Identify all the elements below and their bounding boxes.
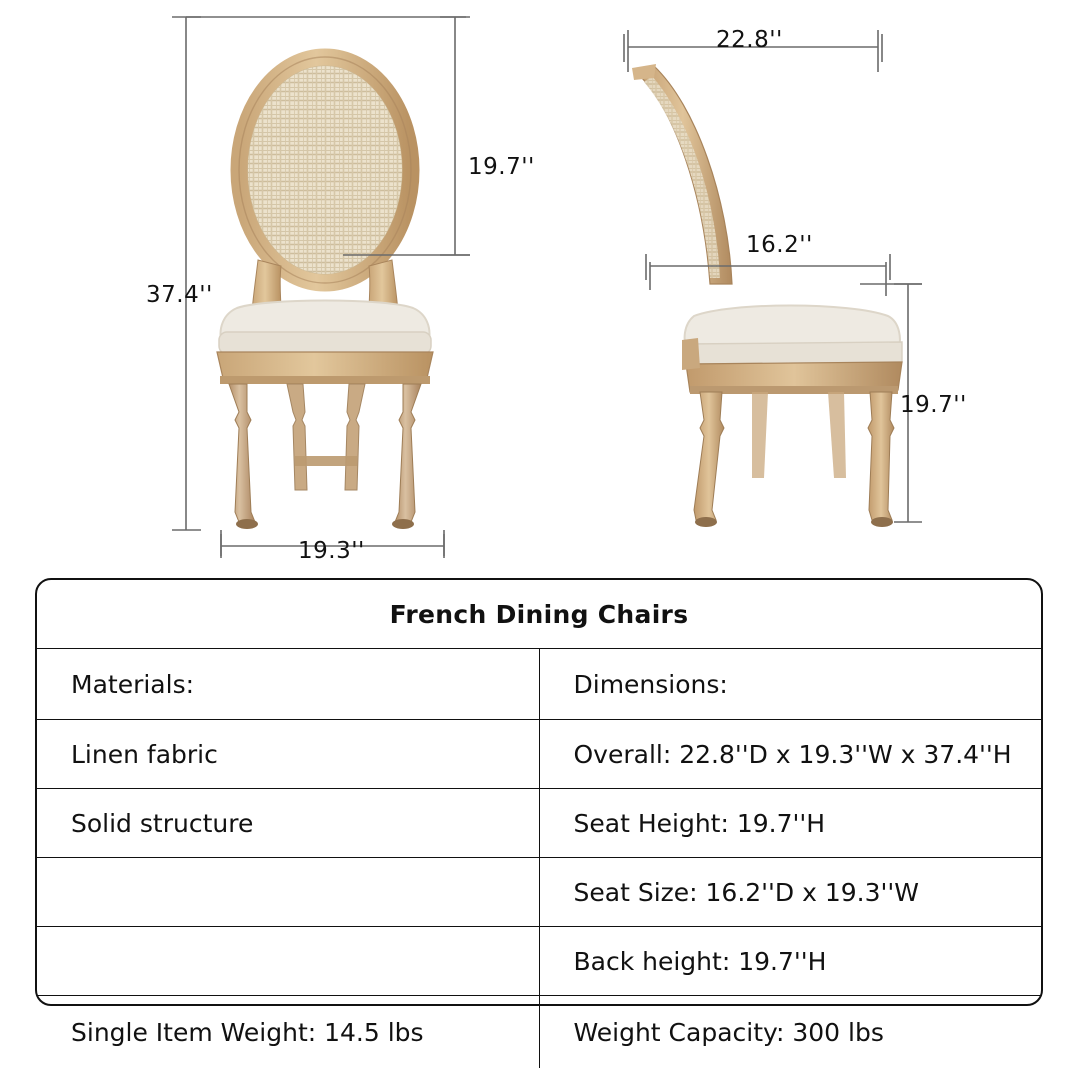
- materials-header: Materials:: [37, 649, 539, 720]
- table-row-footer: [37, 996, 1041, 1069]
- single-item-weight: Single Item Weight: 14.5 lbs: [37, 996, 539, 1069]
- dimension-seat-size: Seat Size: 16.2''D x 19.3''W: [539, 858, 1041, 927]
- table-row-headers: [37, 649, 1041, 720]
- dim-side-seat-height: 19.7'': [900, 392, 967, 418]
- table-row: [37, 789, 1041, 858]
- material-linen-fabric: Linen fabric: [37, 720, 539, 789]
- table-row: [37, 927, 1041, 996]
- table-row: [37, 858, 1041, 927]
- table-row-title: [37, 580, 1041, 649]
- weight-capacity: Weight Capacity: 300 lbs: [539, 996, 1041, 1069]
- dimensions-header: Dimensions:: [539, 649, 1041, 720]
- dimension-back-height: Back height: 19.7''H: [539, 927, 1041, 996]
- dimension-seat-height: Seat Height: 19.7''H: [539, 789, 1041, 858]
- table-row: [37, 720, 1041, 789]
- dim-side-seat-depth: 16.2'': [746, 232, 813, 258]
- page-title: French Dining Chairs: [37, 580, 1041, 649]
- dimension-overall: Overall: 22.8''D x 19.3''W x 37.4''H: [539, 720, 1041, 789]
- material-empty-1: [37, 858, 539, 927]
- spec-table: [37, 580, 1041, 1068]
- spec-table-card: [35, 578, 1043, 1047]
- dim-front-width: 19.3'': [298, 538, 365, 564]
- material-solid-structure: Solid structure: [37, 789, 539, 858]
- dim-front-overall-height: 37.4'': [146, 282, 213, 308]
- material-empty-2: [37, 927, 539, 996]
- dim-side-depth: 22.8'': [716, 27, 783, 53]
- dim-front-back-height: 19.7'': [468, 154, 535, 180]
